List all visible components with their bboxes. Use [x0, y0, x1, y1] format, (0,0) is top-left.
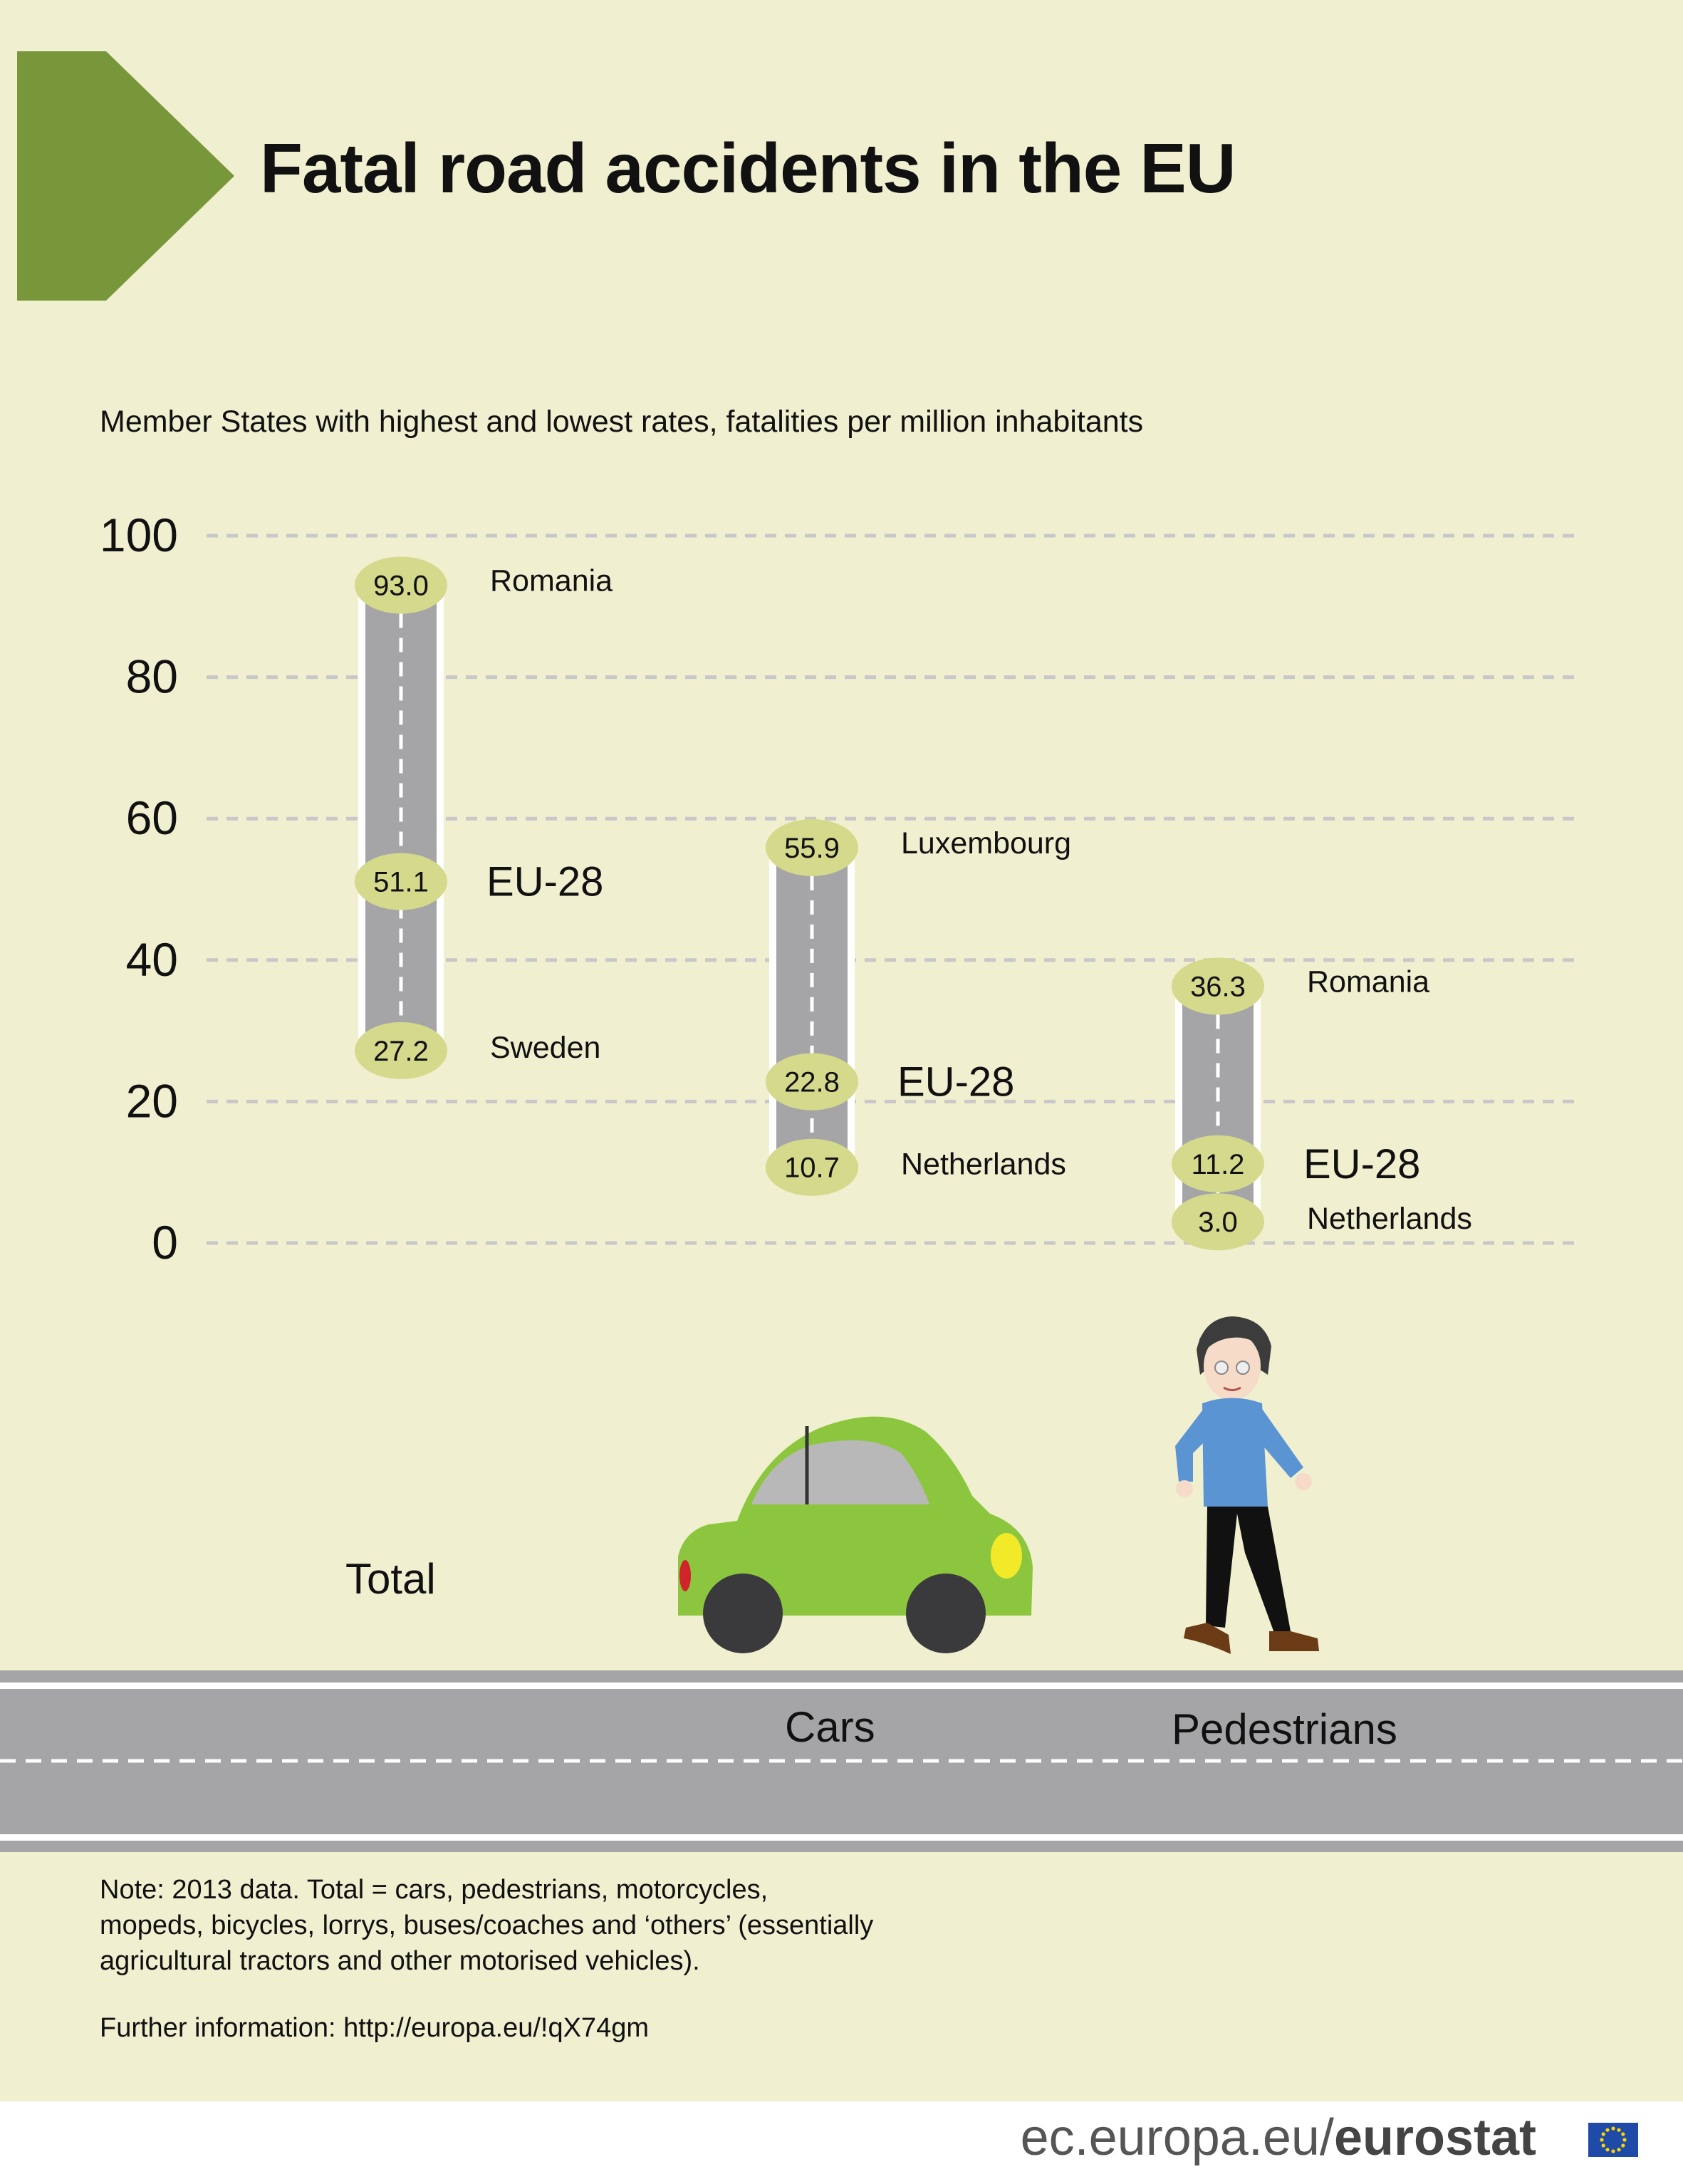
footnote-line: Note: 2013 data. Total = cars, pedestrians, motorcycles, — [100, 1875, 768, 1905]
category-label-total: Total — [345, 1555, 436, 1603]
range-bar-cars — [766, 819, 1071, 1196]
value-label-eu: 51.1 — [373, 866, 429, 898]
brand-prefix: ec.europa.eu/ — [1020, 2109, 1334, 2166]
value-label-low: 27.2 — [373, 1035, 429, 1067]
chart-subtitle: Member States with highest and lowest rates, fatalities per million inhabitants — [100, 405, 1144, 439]
road-illustration — [0, 1670, 1683, 1852]
series-label-low: Sweden — [490, 1030, 601, 1065]
footnote-line: mopeds, bicycles, lorrys, buses/coaches and ‘others’ (essentially — [100, 1910, 874, 1940]
eu-flag-icon — [1588, 2123, 1638, 2157]
page-title: Fatal road accidents in the EU — [260, 129, 1236, 207]
brand-name: eurostat — [1333, 2109, 1536, 2166]
series-label-eu: EU-28 — [486, 858, 604, 905]
range-bars — [355, 557, 1472, 1251]
pedestrian-icon — [1175, 1316, 1319, 1654]
series-label-low: Netherlands — [901, 1147, 1066, 1182]
footnote — [100, 1872, 954, 1979]
y-tick-label: 40 — [125, 932, 178, 986]
y-tick-label: 80 — [125, 650, 178, 703]
value-label-low: 3.0 — [1198, 1207, 1238, 1239]
y-tick-label: 0 — [152, 1216, 178, 1269]
series-label-high: Luxembourg — [901, 826, 1072, 860]
value-label-high: 55.9 — [784, 832, 840, 864]
value-label-high: 93.0 — [373, 570, 429, 602]
car-icon — [678, 1417, 1033, 1653]
further-information-link[interactable]: Further information: http://europa.eu/!qX74gm — [100, 2013, 649, 2043]
value-label-eu: 11.2 — [1191, 1148, 1245, 1180]
eurostat-brand[interactable] — [1021, 2108, 1600, 2167]
range-bar-pedestrians — [1172, 958, 1472, 1251]
y-axis-ticks — [100, 509, 178, 1269]
value-label-high: 36.3 — [1190, 971, 1246, 1003]
y-tick-label: 100 — [99, 509, 178, 561]
value-label-eu: 22.8 — [784, 1066, 840, 1098]
series-label-eu: EU-28 — [897, 1059, 1015, 1106]
series-label-eu: EU-28 — [1303, 1140, 1421, 1187]
series-label-high: Romania — [490, 563, 613, 598]
category-label-cars: Cars — [785, 1703, 875, 1751]
footnote-line: agricultural tractors and other motorised vehicles). — [100, 1946, 700, 1976]
y-tick-label: 20 — [125, 1074, 178, 1128]
value-label-low: 10.7 — [784, 1152, 840, 1184]
series-label-low: Netherlands — [1307, 1202, 1472, 1237]
series-label-high: Romania — [1307, 964, 1430, 999]
y-tick-label: 60 — [125, 791, 178, 845]
category-label-pedestrians: Pedestrians — [1172, 1705, 1397, 1753]
